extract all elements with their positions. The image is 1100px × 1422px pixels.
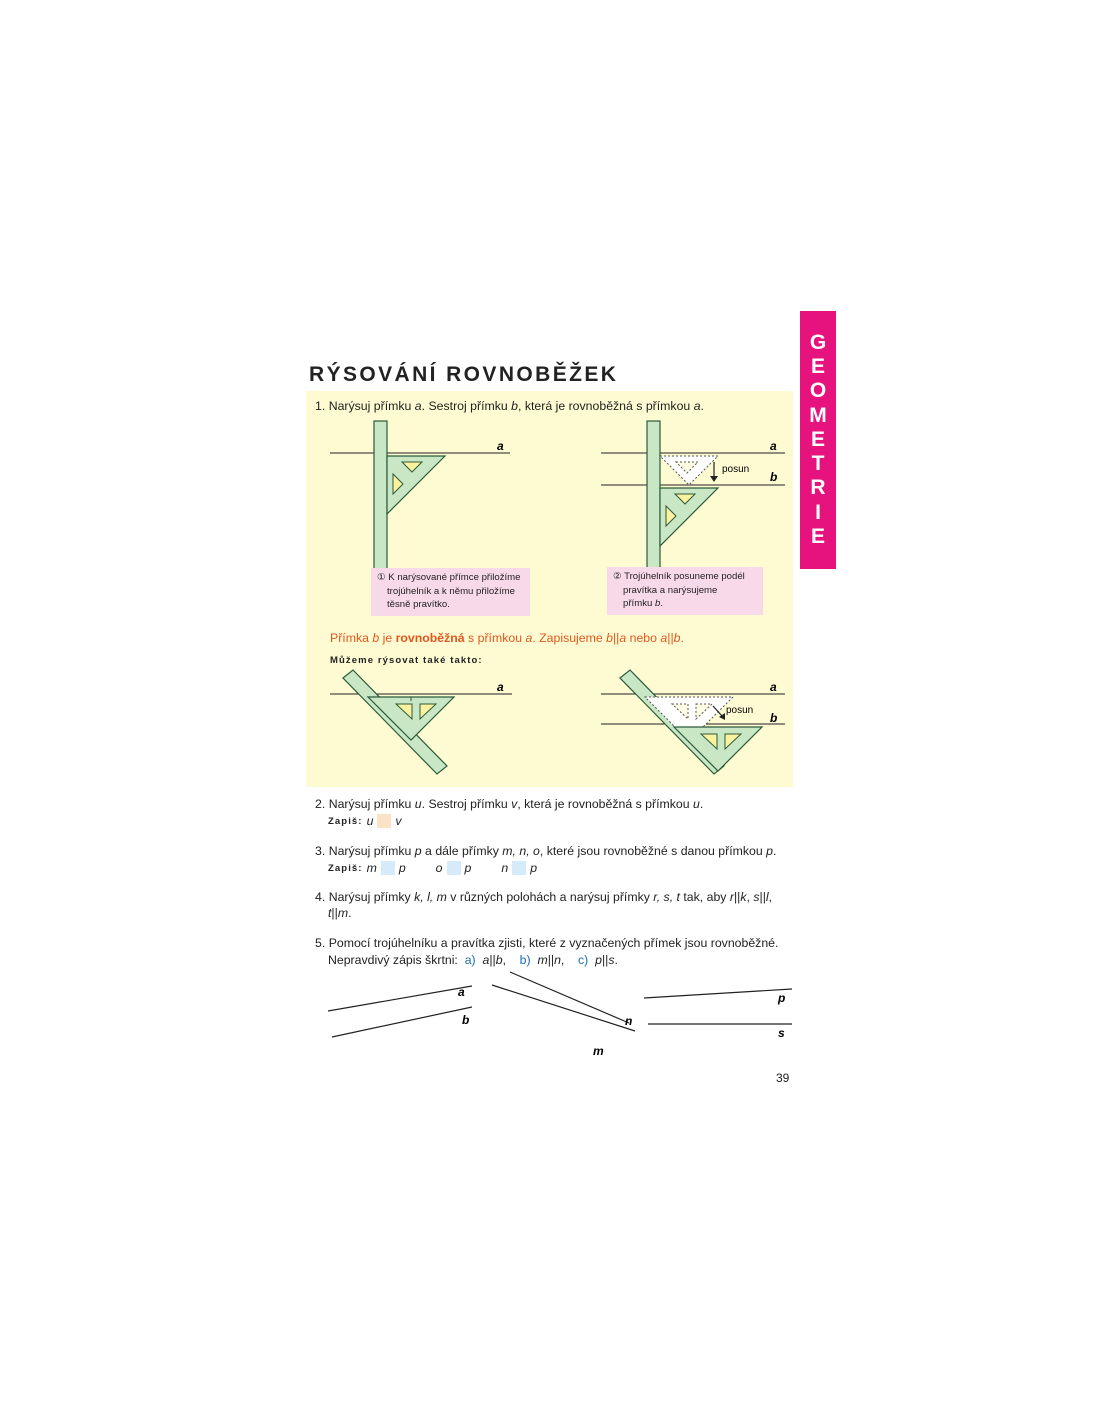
figure-set-square-ruler-1 (325, 418, 515, 573)
definition-parallel: Přímka b je rovnoběžná s přímkou a. Zapisujeme b||a nebo a||b. (330, 631, 684, 645)
label-shift: posun (722, 464, 750, 475)
label-n: n (625, 1014, 633, 1028)
label-a: a (497, 439, 504, 453)
task1-text: 1. Narýsuj přímku a. Sestroj přímku b, která je rovnoběžná s přímkou a. (315, 399, 704, 413)
chapter-tab-geometrie (800, 311, 836, 569)
line-n (510, 972, 629, 1023)
answer-blank[interactable] (381, 861, 395, 875)
line-m (492, 985, 635, 1031)
label-s: s (778, 1026, 785, 1040)
answer-blank[interactable] (512, 861, 526, 875)
option-a[interactable]: a) a||b, (464, 953, 506, 967)
label-m: m (593, 1044, 604, 1058)
label-p: p (778, 991, 786, 1005)
line-p (644, 989, 792, 998)
task4-text-line2: t||m. (328, 906, 352, 920)
label-a: a (497, 680, 504, 694)
label-a: a (770, 439, 777, 453)
figure-diagonal-ruler-1 (325, 668, 517, 780)
figure-set-square-ruler-2 (598, 418, 790, 573)
note-step-2: ② Trojúhelník posuneme podél pravítka a narýsujeme přímku b. (607, 567, 763, 615)
task5-text-line2: Nepravdivý zápis škrtni: a) a||b, b) m||n, c) p||s. (328, 953, 618, 967)
figure-lines-check (320, 965, 800, 1060)
tab-letter: E (810, 524, 825, 548)
task5-text-line1: 5. Pomocí trojúhelníku a pravítka zjisti, které z vyznačených přímek jsou rovnoběžné. (315, 936, 779, 950)
answer-blank[interactable] (447, 861, 461, 875)
ruler (374, 421, 387, 571)
note-step-1: ① K narýsované přímce přiložíme trojúhelník a k němu přiložíme těsně pravítko. (371, 568, 530, 616)
set-square (674, 727, 762, 771)
page-title: RÝSOVÁNÍ ROVNOBĚŽEK (309, 363, 619, 386)
task4-text-line1: 4. Narýsuj přímky k, l, m v různých polohách a narýsuj přímky r, s, t tak, aby r||k, s||l, (315, 890, 773, 904)
label-b: b (462, 1013, 470, 1027)
label-b: b (770, 711, 778, 725)
option-b[interactable]: b) m||n, (519, 953, 565, 967)
tab-letter: E (810, 355, 825, 379)
task3-answer-row: Zapiš: m p o p n p (328, 861, 538, 875)
figure-diagonal-ruler-2 (598, 668, 790, 782)
label-b: b (770, 470, 778, 484)
tab-letter: M (809, 403, 827, 427)
line-b (332, 1007, 472, 1037)
label-shift: posun (726, 705, 754, 716)
tab-letter: T (811, 452, 825, 476)
tab-letter: O (809, 379, 827, 403)
page-number: 39 (776, 1071, 790, 1085)
tab-letter: R (810, 476, 826, 500)
task2-text: 2. Narýsuj přímku u. Sestroj přímku v, která je rovnoběžná s přímkou u. (315, 797, 704, 811)
tab-letter: E (810, 427, 825, 451)
line-a (328, 986, 472, 1011)
answer-blank[interactable] (377, 814, 391, 828)
option-c[interactable]: c) p||s. (578, 953, 618, 967)
tab-letter: G (809, 331, 827, 355)
arrow-head (710, 476, 718, 482)
tab-letter: I (815, 500, 821, 524)
label-a: a (770, 680, 777, 694)
label-a: a (458, 985, 465, 999)
task3-text: 3. Narýsuj přímku p a dále přímky m, n, o, které jsou rovnoběžné s danou přímkou p. (315, 844, 777, 858)
ruler (647, 421, 660, 571)
task2-answer-row: Zapiš: u v (328, 814, 402, 828)
subheading-alternative: Můžeme rýsovat také takto: (330, 655, 483, 666)
